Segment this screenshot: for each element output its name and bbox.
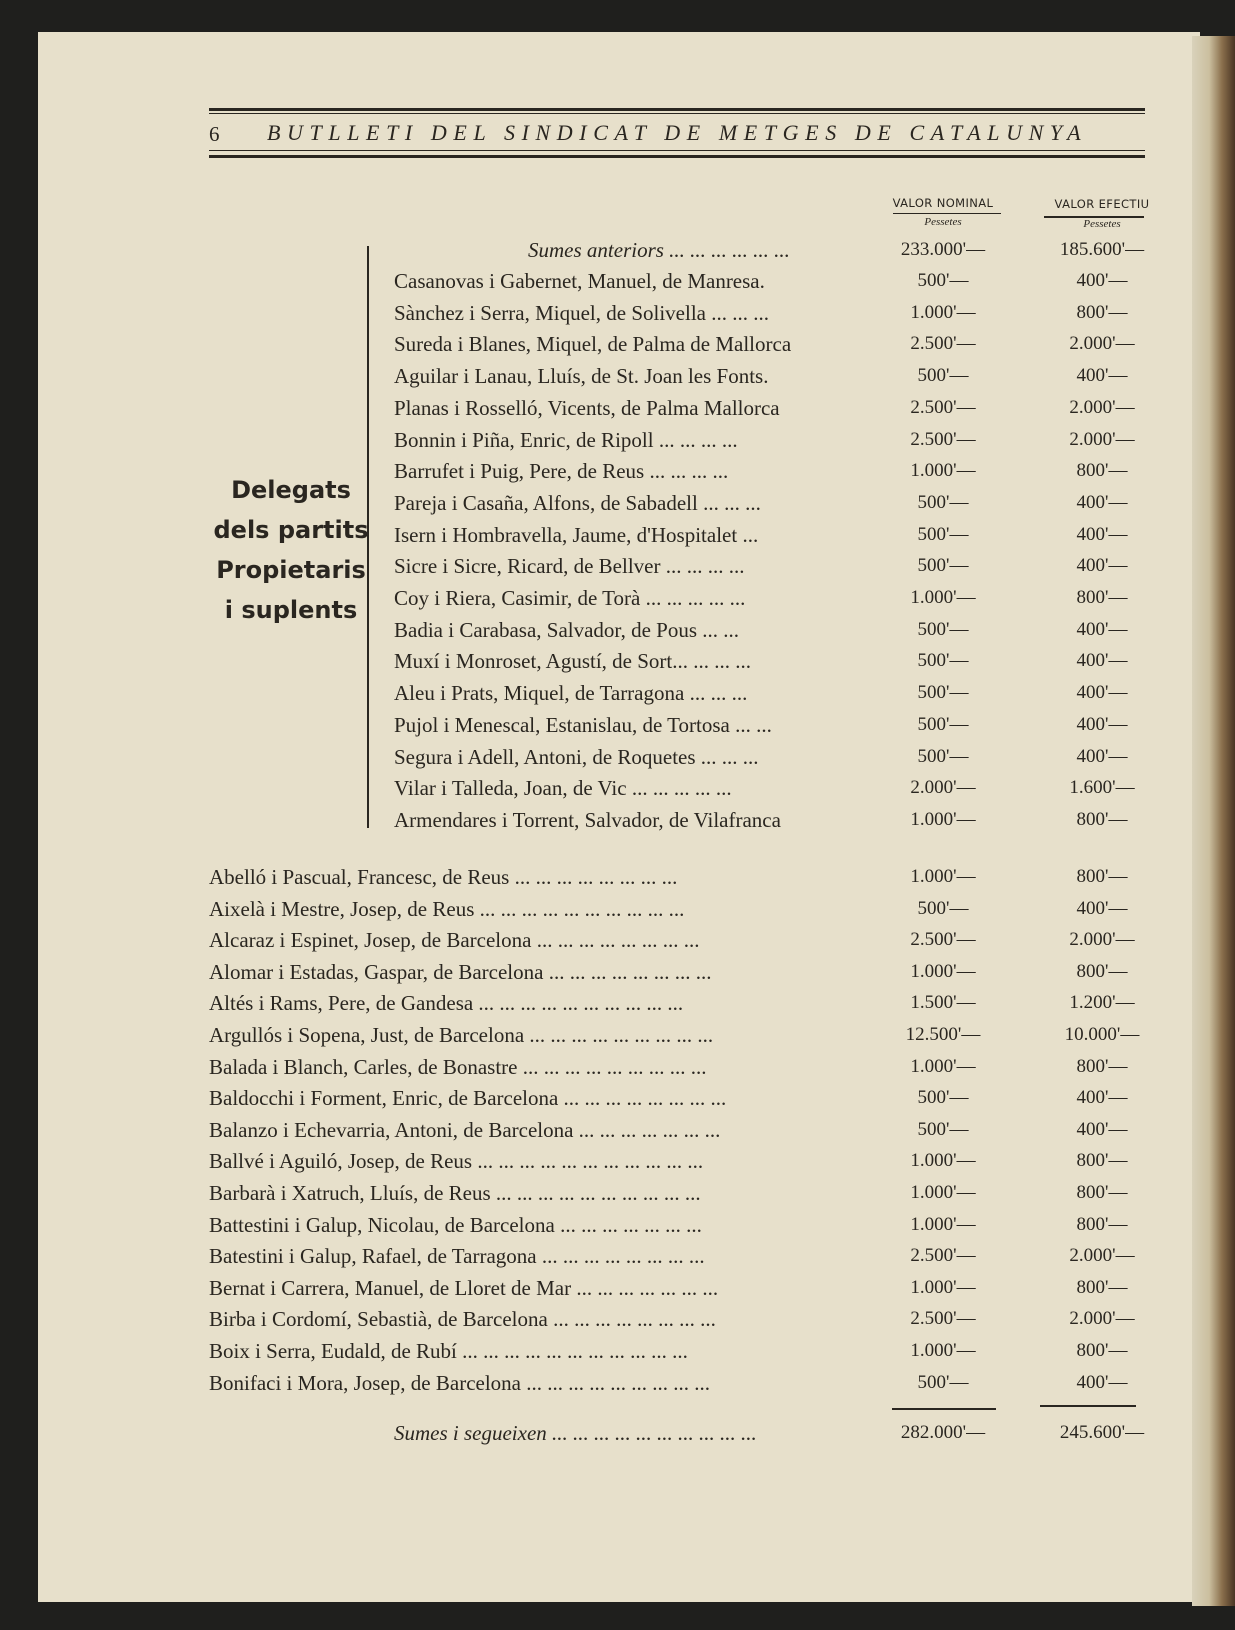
- entry-nominal-value: 12.500'—: [905, 1024, 981, 1045]
- entry-efectiu-value: 2.000'—: [1069, 1245, 1135, 1267]
- entry-name: Barrufet i Puig, Pere, de Reus ... ... ... ...: [394, 459, 729, 484]
- table-row: [0, 988, 1235, 1018]
- table-row: [0, 925, 1235, 955]
- entry-name: Balada i Blanch, Carles, de Bonastre ... ... ... ... ... ... ... ... ...: [209, 1054, 707, 1079]
- entry-efectiu-value: 2.000'—: [1069, 428, 1135, 450]
- table-row: [0, 894, 1235, 924]
- entry-efectiu-value: 400'—: [1076, 555, 1128, 577]
- entry-name: Aleu i Prats, Miquel, de Tarragona ... ... ...: [394, 681, 748, 706]
- entry-nominal-value: 500'—: [917, 491, 969, 513]
- entry-efectiu-value: 800'—: [1076, 1340, 1128, 1361]
- entry-efectiu-value: 400'—: [1076, 365, 1128, 387]
- entry-name: Coy i Riera, Casimir, de Torà ... ... ... ... ...: [394, 586, 746, 610]
- table-row: [0, 583, 1235, 613]
- column-header-nominal-rule: [893, 213, 1001, 214]
- group-label-line-4: i suplents: [224, 596, 358, 624]
- entry-efectiu-value: 800'—: [1076, 1055, 1128, 1077]
- entry-name: Baldocchi i Forment, Enric, de Barcelona ... ... ... ... ... ... ... ...: [209, 1086, 727, 1111]
- entry-nominal-value: 500'—: [917, 618, 969, 640]
- entry-efectiu-value: 2.000'—: [1069, 396, 1135, 418]
- entry-efectiu-value: 800'—: [1076, 301, 1128, 323]
- entry-efectiu-value: 1.200'—: [1069, 992, 1135, 1014]
- entry-name: Pujol i Menescal, Estanislau, de Tortosa ... ...: [394, 712, 772, 737]
- entry-efectiu-value: 800'—: [1076, 1213, 1128, 1235]
- entry-nominal-value: 2.000'—: [910, 777, 976, 799]
- previous-totals-label: Sumes anteriors ... ... ... ... ... ...: [528, 238, 790, 262]
- table-row: [0, 488, 1235, 518]
- table-row: [0, 1304, 1235, 1334]
- entry-efectiu-value: 2.000'—: [1069, 1308, 1135, 1330]
- table-row: [0, 862, 1235, 892]
- entry-efectiu-value: 2.000'—: [1069, 333, 1135, 355]
- entry-name: Vilar i Talleda, Joan, de Vic ... ... ... ... ...: [394, 776, 732, 801]
- table-row: [0, 1273, 1235, 1303]
- entry-name: Balanzo i Echevarria, Antoni, de Barcelona ... ... ... ... ... ... ...: [209, 1117, 721, 1142]
- entry-efectiu-value: 800'—: [1076, 587, 1128, 608]
- entry-nominal-value: 500'—: [917, 270, 969, 291]
- table-row: [0, 710, 1235, 740]
- entry-name: Isern i Hombravella, Jaume, d'Hospitalet ...: [394, 522, 759, 547]
- table-row: [0, 551, 1235, 581]
- total-rule-efectiu: [1040, 1405, 1136, 1407]
- carried-totals-nominal: 282.000'—: [900, 1422, 986, 1443]
- entry-name: Birba i Cordomí, Sebastià, de Barcelona ... ... ... ... ... ... ... ...: [209, 1307, 716, 1332]
- entry-name: Bernat i Carrera, Manuel, de Lloret de Mar ... ... ... ... ... ... ...: [209, 1275, 719, 1300]
- entry-nominal-value: 2.500'—: [910, 396, 976, 418]
- entry-name: Sureda i Blanes, Miquel, de Palma de Mallorca: [394, 332, 792, 357]
- header-rule-bottom: [209, 155, 1145, 158]
- entry-nominal-value: 1.500'—: [910, 992, 976, 1014]
- header-rule-top: [209, 108, 1145, 111]
- table-row: [0, 773, 1235, 803]
- table-row: [0, 329, 1235, 359]
- entry-nominal-value: 1.000'—: [910, 1182, 976, 1203]
- entry-name: Altés i Rams, Pere, de Gandesa ... ... ... ... ... ... ... ... ... ...: [209, 991, 684, 1016]
- entry-name: Barbarà i Xatruch, Lluís, de Reus ... ... ... ... ... ... ... ... ... ...: [209, 1181, 701, 1205]
- table-row: [0, 1336, 1235, 1366]
- entry-name: Boix i Serra, Eudald, de Rubí ... ... ... ... ... ... ... ... ... ... ...: [209, 1339, 688, 1363]
- entry-nominal-value: 500'—: [917, 1087, 969, 1109]
- table-row: [0, 1178, 1235, 1208]
- entry-efectiu-value: 800'—: [1076, 1150, 1128, 1172]
- entry-nominal-value: 500'—: [917, 523, 969, 545]
- entry-efectiu-value: 400'—: [1076, 618, 1128, 640]
- table-row: [0, 1210, 1235, 1240]
- entry-name: Muxí i Monroset, Agustí, de Sort... ... ... ...: [394, 649, 752, 674]
- table-row: [0, 393, 1235, 423]
- entry-efectiu-value: 800'—: [1076, 866, 1128, 887]
- table-row: [0, 266, 1235, 296]
- journal-title: BUTLLETI DEL SINDICAT DE METGES DE CATALUNYA: [267, 120, 1088, 145]
- entry-name: Casanovas i Gabernet, Manuel, de Manresa.: [394, 269, 765, 293]
- carried-totals-label: Sumes i segueixen ... ... ... ... ... ... ... ... ... ...: [394, 1421, 757, 1445]
- entry-efectiu-value: 400'—: [1076, 713, 1128, 735]
- entry-nominal-value: 2.500'—: [910, 1245, 976, 1267]
- entry-nominal-value: 1.000'—: [910, 1340, 976, 1361]
- entry-name: Aixelà i Mestre, Josep, de Reus ... ... ... ... ... ... ... ... ... ...: [209, 896, 685, 921]
- entry-nominal-value: 500'—: [917, 682, 969, 704]
- table-row: [0, 678, 1235, 708]
- entry-name: Argullós i Sopena, Just, de Barcelona ... ... ... ... ... ... ... ... ...: [209, 1023, 714, 1047]
- table-row: [0, 1020, 1235, 1050]
- entry-efectiu-value: 400'—: [1076, 745, 1128, 767]
- entry-nominal-value: 500'—: [917, 1371, 969, 1393]
- entry-efectiu-value: 400'—: [1076, 270, 1128, 291]
- previous-totals-row: [0, 235, 1235, 265]
- entry-efectiu-value: 400'—: [1076, 682, 1128, 704]
- entry-name: Bonifaci i Mora, Josep, de Barcelona ... ... ... ... ... ... ... ... ...: [209, 1370, 710, 1395]
- table-row: [0, 520, 1235, 550]
- entry-name: Battestini i Galup, Nicolau, de Barcelona ... ... ... ... ... ... ...: [209, 1212, 702, 1237]
- entry-nominal-value: 500'—: [917, 713, 969, 735]
- entry-nominal-value: 2.500'—: [910, 929, 976, 951]
- entry-efectiu-value: 800'—: [1076, 808, 1128, 830]
- entry-efectiu-value: 800'—: [1076, 960, 1128, 982]
- table-row: [0, 805, 1235, 835]
- entry-name: Badia i Carabasa, Salvador, de Pous ... ...: [394, 617, 740, 642]
- entry-efectiu-value: 400'—: [1076, 650, 1128, 672]
- entry-nominal-value: 1.000'—: [910, 1150, 976, 1172]
- entry-name: Batestini i Galup, Rafael, de Tarragona ... ... ... ... ... ... ... ...: [209, 1244, 705, 1269]
- table-row: [0, 361, 1235, 391]
- table-row: [0, 646, 1235, 676]
- table-row: [0, 1083, 1235, 1113]
- table-row: [0, 1241, 1235, 1271]
- carried-totals-row: [0, 1418, 1235, 1448]
- entry-nominal-value: 1.000'—: [910, 1055, 976, 1077]
- entry-nominal-value: 1.000'—: [910, 1213, 976, 1235]
- entry-nominal-value: 1.000'—: [910, 460, 976, 482]
- entry-nominal-value: 2.500'—: [910, 1308, 976, 1330]
- entry-nominal-value: 500'—: [917, 555, 969, 577]
- carried-totals-efectiu: 245.600'—: [1059, 1422, 1145, 1443]
- entry-nominal-value: 1.000'—: [910, 1276, 976, 1298]
- entry-efectiu-value: 1.600'—: [1069, 777, 1135, 799]
- table-row: [0, 1368, 1235, 1398]
- entry-efectiu-value: 800'—: [1076, 1182, 1128, 1203]
- entry-efectiu-value: 800'—: [1076, 460, 1128, 482]
- table-row: [0, 298, 1235, 328]
- entry-name: Alcaraz i Espinet, Josep, de Barcelona ... ... ... ... ... ... ... ...: [209, 928, 700, 953]
- column-header-efectiu: VALOR EFECTIU: [1054, 197, 1150, 211]
- header-rule-top-thin: [209, 113, 1145, 114]
- header-rule-bottom-thin: [209, 150, 1145, 151]
- entry-efectiu-value: 400'—: [1076, 897, 1128, 919]
- entry-nominal-value: 500'—: [917, 1118, 969, 1140]
- entry-name: Alomar i Estadas, Gaspar, de Barcelona ... ... ... ... ... ... ... ...: [209, 959, 712, 984]
- previous-totals-efectiu: 185.600'—: [1059, 239, 1145, 260]
- entry-name: Abelló i Pascual, Francesc, de Reus ... ... ... ... ... ... ... ...: [209, 865, 678, 889]
- entry-nominal-value: 2.500'—: [910, 333, 976, 355]
- entry-efectiu-value: 400'—: [1076, 1371, 1128, 1393]
- page-number: 6: [209, 122, 220, 146]
- table-row: [0, 1146, 1235, 1176]
- entry-name: Aguilar i Lanau, Lluís, de St. Joan les Fonts.: [394, 364, 769, 389]
- table-row: [0, 1115, 1235, 1145]
- entry-nominal-value: 1.000'—: [910, 866, 976, 887]
- table-row: [0, 1052, 1235, 1082]
- entry-nominal-value: 500'—: [917, 650, 969, 672]
- entry-nominal-value: 1.000'—: [910, 960, 976, 982]
- group-label-line-2: dels partits: [213, 516, 369, 544]
- total-rule-nominal: [892, 1408, 996, 1410]
- entry-nominal-value: 2.500'—: [910, 428, 976, 450]
- entry-name: Bonnin i Piña, Enric, de Ripoll ... ... ... ...: [394, 427, 738, 452]
- entry-nominal-value: 1.000'—: [910, 301, 976, 323]
- entry-efectiu-value: 400'—: [1076, 1087, 1128, 1109]
- entry-nominal-value: 1.000'—: [910, 587, 976, 608]
- entry-name: Segura i Adell, Antoni, de Roquetes ... ... ...: [394, 744, 759, 769]
- entry-efectiu-value: 400'—: [1076, 523, 1128, 545]
- entry-nominal-value: 500'—: [917, 745, 969, 767]
- table-row: [0, 425, 1235, 455]
- entry-efectiu-value: 400'—: [1076, 1118, 1128, 1140]
- table-row: [0, 742, 1235, 772]
- entry-name: Sicre i Sicre, Ricard, de Bellver ... ... ... ...: [394, 554, 745, 579]
- entry-efectiu-value: 2.000'—: [1069, 929, 1135, 951]
- entry-efectiu-value: 800'—: [1076, 1276, 1128, 1298]
- group-label-line-3: Propietaris: [216, 556, 366, 584]
- entry-name: Ballvé i Aguiló, Josep, de Reus ... ... ... ... ... ... ... ... ... ... ...: [209, 1149, 704, 1174]
- table-row: [0, 615, 1235, 645]
- column-header-nominal: VALOR NOMINAL: [892, 196, 994, 210]
- entry-nominal-value: 500'—: [917, 365, 969, 387]
- entry-name: Planas i Rosselló, Vicents, de Palma Mallorca: [394, 395, 780, 420]
- table-row: [0, 957, 1235, 987]
- entry-name: Pareja i Casaña, Alfons, de Sabadell ... ... ...: [394, 490, 761, 515]
- table-row: [0, 456, 1235, 486]
- entry-efectiu-value: 400'—: [1076, 491, 1128, 513]
- entry-efectiu-value: 10.000'—: [1064, 1024, 1140, 1045]
- entry-name: Armendares i Torrent, Salvador, de Vilafranca: [394, 807, 781, 832]
- entry-nominal-value: 1.000'—: [910, 808, 976, 830]
- column-unit-nominal: Pessetes: [924, 216, 962, 228]
- group-label-line-1: Delegats: [231, 476, 351, 504]
- entry-nominal-value: 500'—: [917, 897, 969, 919]
- running-header: [209, 118, 1145, 148]
- column-unit-efectiu: Pessetes: [1083, 218, 1121, 230]
- entry-name: Sànchez i Serra, Miquel, de Solivella ... ... ...: [394, 300, 769, 325]
- previous-totals-nominal: 233.000'—: [900, 239, 986, 260]
